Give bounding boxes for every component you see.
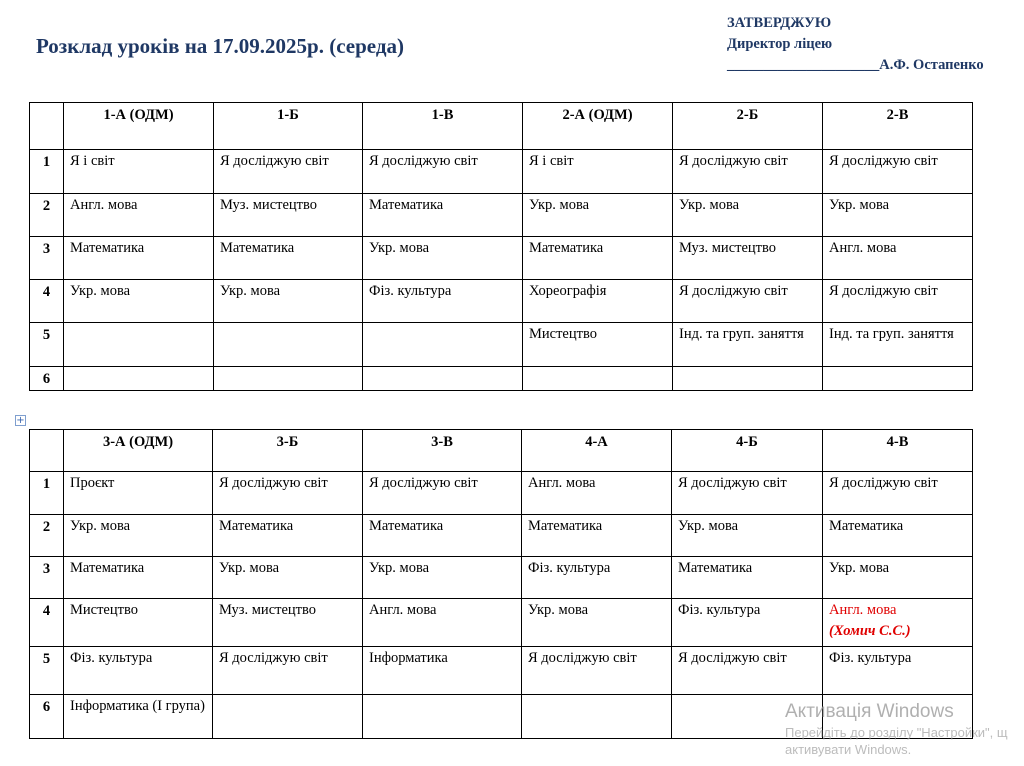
lesson-cell: Укр. мова xyxy=(64,280,214,323)
table-row xyxy=(30,647,973,695)
class-header: 4-А xyxy=(522,430,672,472)
approval-block xyxy=(727,13,984,76)
table-header-row xyxy=(30,430,973,472)
lesson-number: 2 xyxy=(30,194,64,237)
lesson-cell: Інформатика xyxy=(363,647,522,695)
lesson-number: 4 xyxy=(30,599,64,647)
changed-lesson-subject: Англ. мова xyxy=(829,602,897,618)
lesson-cell xyxy=(363,367,523,391)
lesson-number: 3 xyxy=(30,557,64,599)
lesson-number: 1 xyxy=(30,150,64,194)
lesson-cell: Фіз. культура xyxy=(363,280,523,323)
lesson-cell: Математика xyxy=(214,237,363,280)
lesson-cell xyxy=(64,323,214,367)
lesson-cell: Англ. мова xyxy=(64,194,214,237)
lesson-cell: Я досліджую світ xyxy=(363,472,522,515)
lesson-cell: Мистецтво xyxy=(64,599,213,647)
lesson-number: 6 xyxy=(30,367,64,391)
table-row xyxy=(30,515,973,557)
table-row xyxy=(30,472,973,515)
lesson-cell: Укр. мова xyxy=(213,557,363,599)
lesson-cell: Я досліджую світ xyxy=(214,150,363,194)
class-header: 3-В xyxy=(363,430,522,472)
table-row xyxy=(30,237,973,280)
lesson-cell: Я досліджую світ xyxy=(672,472,823,515)
lesson-cell: Фіз. культура xyxy=(823,647,973,695)
lesson-cell: Муз. мистецтво xyxy=(673,237,823,280)
lesson-cell: Укр. мова xyxy=(64,515,213,557)
lesson-cell xyxy=(522,695,672,739)
lesson-cell: Математика xyxy=(823,515,973,557)
schedule-table-grades-3-4 xyxy=(29,429,973,739)
lesson-cell: Математика xyxy=(64,237,214,280)
lesson-cell: Укр. мова xyxy=(522,599,672,647)
lesson-cell: Мистецтво xyxy=(523,323,673,367)
lesson-cell xyxy=(363,695,522,739)
lesson-cell: Я досліджую світ xyxy=(672,647,823,695)
approval-heading: ЗАТВЕРДЖУЮ xyxy=(727,15,832,31)
lesson-cell: Я досліджую світ xyxy=(823,150,973,194)
watermark-line: активувати Windows. xyxy=(785,742,912,757)
lesson-number: 6 xyxy=(30,695,64,739)
lesson-cell xyxy=(214,367,363,391)
table-row xyxy=(30,194,973,237)
lesson-cell xyxy=(214,323,363,367)
lesson-cell: Інд. та груп. заняття xyxy=(673,323,823,367)
lesson-number: 4 xyxy=(30,280,64,323)
lesson-cell: Фіз. культура xyxy=(522,557,672,599)
table-row xyxy=(30,280,973,323)
lesson-cell: Хореографія xyxy=(523,280,673,323)
lesson-cell: Я досліджую світ xyxy=(673,150,823,194)
class-header: 3-А (ОДМ) xyxy=(64,430,213,472)
lesson-cell: Проєкт xyxy=(64,472,213,515)
lesson-cell: Математика xyxy=(522,515,672,557)
lesson-cell: Інд. та груп. заняття xyxy=(823,323,973,367)
windows-activation-watermark xyxy=(785,700,1008,758)
lesson-cell: Укр. мова xyxy=(363,557,522,599)
changed-lesson-teacher: (Хомич С.С.) xyxy=(829,623,911,639)
lesson-cell: Я досліджую світ xyxy=(363,150,523,194)
class-header: 1-В xyxy=(363,103,523,150)
lesson-cell xyxy=(823,367,973,391)
class-header: 2-Б xyxy=(673,103,823,150)
lesson-cell: Муз. мистецтво xyxy=(213,599,363,647)
class-header: 2-А (ОДМ) xyxy=(523,103,673,150)
class-header: 3-Б xyxy=(213,430,363,472)
lesson-cell: Я досліджую світ xyxy=(823,280,973,323)
lesson-number: 5 xyxy=(30,647,64,695)
lesson-cell: Я досліджую світ xyxy=(213,647,363,695)
lesson-cell: Математика xyxy=(363,194,523,237)
page-title: Розклад уроків на 17.09.2025р. (середа) xyxy=(36,34,404,58)
lesson-cell: Муз. мистецтво xyxy=(214,194,363,237)
lesson-cell xyxy=(64,367,214,391)
lesson-cell xyxy=(213,695,363,739)
table-row xyxy=(30,599,973,647)
lesson-cell: Укр. мова xyxy=(673,194,823,237)
lesson-cell: Математика xyxy=(213,515,363,557)
lesson-cell: Я і світ xyxy=(64,150,214,194)
lesson-cell: Інформатика (І група) xyxy=(64,695,213,739)
watermark-title: Активація Windows xyxy=(785,701,954,722)
lesson-cell: Математика xyxy=(363,515,522,557)
table-header-row xyxy=(30,103,973,150)
lesson-cell xyxy=(523,367,673,391)
lesson-cell: Укр. мова xyxy=(363,237,523,280)
lesson-cell: Англ. мова xyxy=(823,237,973,280)
lesson-cell: Математика xyxy=(64,557,213,599)
lesson-cell: Математика xyxy=(523,237,673,280)
lesson-cell: Англ. мова xyxy=(363,599,522,647)
table-row xyxy=(30,557,973,599)
lesson-cell: Англ. мова xyxy=(522,472,672,515)
lesson-cell: Укр. мова xyxy=(523,194,673,237)
watermark-line: Перейдіть до розділу "Настройки", щ xyxy=(785,725,1008,740)
lesson-cell: Математика xyxy=(672,557,823,599)
lesson-cell xyxy=(363,323,523,367)
lesson-cell: Я досліджую світ xyxy=(823,472,973,515)
class-header: 1-А (ОДМ) xyxy=(64,103,214,150)
lesson-cell xyxy=(673,367,823,391)
lesson-number: 2 xyxy=(30,515,64,557)
lesson-cell: Укр. мова xyxy=(214,280,363,323)
lesson-number: 5 xyxy=(30,323,64,367)
class-header: 1-Б xyxy=(214,103,363,150)
lesson-cell: Укр. мова xyxy=(823,194,973,237)
class-header: 4-В xyxy=(823,430,973,472)
class-header: 2-В xyxy=(823,103,973,150)
lesson-cell: Фіз. культура xyxy=(64,647,213,695)
approval-position: Директор ліцею xyxy=(727,36,833,52)
lesson-cell: Укр. мова xyxy=(672,515,823,557)
lesson-cell: Я і світ xyxy=(523,150,673,194)
table-move-handle-icon[interactable]: + xyxy=(16,415,25,426)
class-header: 4-Б xyxy=(672,430,823,472)
lesson-cell: Я досліджую світ xyxy=(213,472,363,515)
lesson-cell-changed xyxy=(823,599,973,647)
lesson-number: 1 xyxy=(30,472,64,515)
table-row xyxy=(30,323,973,367)
table-row xyxy=(30,150,973,194)
approval-signature: _____________________А.Ф. Остапенко xyxy=(727,57,984,73)
corner-cell xyxy=(30,430,64,472)
lesson-cell: Укр. мова xyxy=(823,557,973,599)
lesson-cell: Фіз. культура xyxy=(672,599,823,647)
lesson-number: 3 xyxy=(30,237,64,280)
lesson-cell: Я досліджую світ xyxy=(673,280,823,323)
schedule-table-grades-1-2 xyxy=(29,102,973,391)
corner-cell xyxy=(30,103,64,150)
table-row xyxy=(30,367,973,391)
lesson-cell: Я досліджую світ xyxy=(522,647,672,695)
